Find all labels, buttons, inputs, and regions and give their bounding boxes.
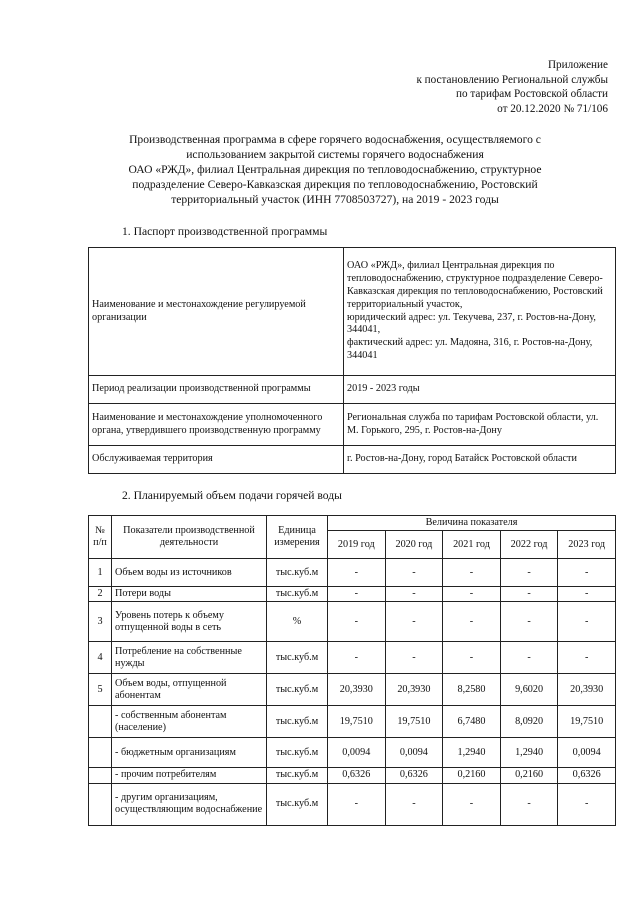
cell-num <box>89 738 112 768</box>
cell-value: - <box>558 783 616 825</box>
table-row <box>89 738 616 768</box>
header-indicator: Показатели производственной деятельности <box>112 516 267 559</box>
cell-value: - <box>443 602 501 642</box>
cell-value: 0,0094 <box>558 738 616 768</box>
cell-indicator: - собственным абонентам (население) <box>112 706 267 738</box>
cell-unit: тыс.куб.м <box>267 768 328 783</box>
cell-indicator: Объем воды из источников <box>112 559 267 587</box>
cell-value: - <box>443 559 501 587</box>
cell-num: 4 <box>89 642 112 674</box>
cell-num <box>89 768 112 783</box>
cell-unit: тыс.куб.м <box>267 706 328 738</box>
table-row <box>89 587 616 602</box>
cell-num: 2 <box>89 587 112 602</box>
cell-indicator: Потери воды <box>112 587 267 602</box>
annex-line: Приложение <box>547 59 608 71</box>
cell-value: 20,3930 <box>385 674 443 706</box>
cell-indicator: - бюджетным организациям <box>112 738 267 768</box>
cell-value: - <box>385 559 443 587</box>
table-row <box>89 768 616 783</box>
cell-unit: % <box>267 602 328 642</box>
header-num: № п/п <box>89 516 112 559</box>
table-row <box>89 559 616 587</box>
cell-value: - <box>328 783 386 825</box>
cell-value: 19,7510 <box>558 706 616 738</box>
cell-indicator: Уровень потерь к объему отпущенной воды в сеть <box>112 602 267 642</box>
title-line: ОАО «РЖД», филиал Центральная дирекция по тепловодоснабжению, структурное <box>128 163 542 176</box>
passport-value <box>344 248 616 376</box>
cell-value: - <box>328 602 386 642</box>
header-value: Величина показателя <box>328 516 616 531</box>
cell-value: - <box>558 559 616 587</box>
table-row <box>89 674 616 706</box>
table-row <box>89 404 616 446</box>
cell-value: 9,6020 <box>500 674 558 706</box>
header-unit: Единица измерения <box>267 516 328 559</box>
cell-unit: тыс.куб.м <box>267 738 328 768</box>
cell-value: - <box>500 602 558 642</box>
passport-value: 2019 - 2023 годы <box>344 376 616 404</box>
title-line: подразделение Северо-Кавказская дирекция по тепловодоснабжению, Ростовский <box>132 178 538 191</box>
cell-value: 20,3930 <box>328 674 386 706</box>
cell-num: 3 <box>89 602 112 642</box>
cell-value: 8,2580 <box>443 674 501 706</box>
cell-num <box>89 783 112 825</box>
table-row <box>89 248 616 376</box>
cell-num <box>89 706 112 738</box>
cell-value: 0,6326 <box>328 768 386 783</box>
cell-unit: тыс.куб.м <box>267 587 328 602</box>
cell-unit: тыс.куб.м <box>267 559 328 587</box>
passport-key: Наименование и местонахождение регулируемой организации <box>89 248 344 376</box>
cell-value: - <box>328 559 386 587</box>
title-line: использованием закрытой системы горячего водоснабжения <box>186 148 484 161</box>
cell-value: 1,2940 <box>443 738 501 768</box>
section-heading-volume: 2. Планируемый объем подачи горячей воды <box>122 489 342 502</box>
cell-value: 19,7510 <box>328 706 386 738</box>
cell-value: 0,6326 <box>385 768 443 783</box>
passport-key: Наименование и местонахождение уполномоченного органа, утвердившего производственную программу <box>89 404 344 446</box>
cell-value: 0,0094 <box>385 738 443 768</box>
cell-value: 1,2940 <box>500 738 558 768</box>
header-year: 2022 год <box>500 531 558 559</box>
cell-value: - <box>385 642 443 674</box>
cell-value: 6,7480 <box>443 706 501 738</box>
passport-value: г. Ростов-на-Дону, город Батайск Ростовской области <box>344 446 616 474</box>
table-header-row <box>89 516 616 531</box>
cell-value: 0,6326 <box>558 768 616 783</box>
annex-header <box>416 58 608 116</box>
cell-unit: тыс.куб.м <box>267 674 328 706</box>
cell-value: 0,2160 <box>443 768 501 783</box>
passport-value-text: ОАО «РЖД», филиал Центральная дирекция по тепловодоснабжению, структурное подразделение Северо-Кавказская дирекция по тепловодоснабжению, Ростовский территориальный участок, <box>347 260 603 310</box>
cell-value: 0,2160 <box>500 768 558 783</box>
passport-value: Региональная служба по тарифам Ростовской области, ул. М. Горького, 295, г. Ростов-на-Дону <box>344 404 616 446</box>
cell-value: - <box>500 587 558 602</box>
cell-value: 0,0094 <box>328 738 386 768</box>
table-row <box>89 376 616 404</box>
annex-line: от 20.12.2020 № 71/106 <box>497 102 608 115</box>
cell-value: - <box>500 783 558 825</box>
cell-indicator: - другим организациям, осуществляющим водоснабжение <box>112 783 267 825</box>
cell-value: 20,3930 <box>558 674 616 706</box>
cell-value: - <box>443 783 501 825</box>
cell-value: - <box>328 642 386 674</box>
passport-table <box>88 247 616 474</box>
cell-value: - <box>500 559 558 587</box>
cell-value: - <box>558 642 616 674</box>
header-year: 2019 год <box>328 531 386 559</box>
table-row <box>89 706 616 738</box>
cell-unit: тыс.куб.м <box>267 642 328 674</box>
cell-value: - <box>385 602 443 642</box>
cell-value: - <box>328 587 386 602</box>
table-row <box>89 602 616 642</box>
header-year: 2020 год <box>385 531 443 559</box>
title-line: территориальный участок (ИНН 7708503727), на 2019 - 2023 годы <box>171 193 499 206</box>
header-year: 2021 год <box>443 531 501 559</box>
passport-key: Период реализации производственной программы <box>89 376 344 404</box>
cell-value: - <box>500 642 558 674</box>
table-row <box>89 642 616 674</box>
table-row <box>89 446 616 474</box>
annex-line: по тарифам Ростовской области <box>456 88 608 100</box>
cell-indicator: Потребление на собственные нужды <box>112 642 267 674</box>
cell-value: - <box>385 587 443 602</box>
table-row <box>89 783 616 825</box>
cell-value: - <box>558 587 616 602</box>
cell-value: - <box>443 642 501 674</box>
cell-value: - <box>385 783 443 825</box>
title-line: Производственная программа в сфере горячего водоснабжения, осуществляемого с <box>129 133 541 146</box>
passport-key: Обслуживаемая территория <box>89 446 344 474</box>
cell-indicator: - прочим потребителям <box>112 768 267 783</box>
cell-num: 5 <box>89 674 112 706</box>
passport-value-text: фактический адрес: ул. Мадояна, 316, г. Ростов-на-Дону, 344041 <box>347 337 593 361</box>
cell-value: - <box>443 587 501 602</box>
cell-unit: тыс.куб.м <box>267 783 328 825</box>
section-heading-passport: 1. Паспорт производственной программы <box>122 225 328 238</box>
passport-value-text: юридический адрес: ул. Текучева, 237, г. Ростов-на-Дону, 344041, <box>347 311 596 336</box>
header-year: 2023 год <box>558 531 616 559</box>
cell-indicator: Объем воды, отпущенной абонентам <box>112 674 267 706</box>
cell-value: 19,7510 <box>385 706 443 738</box>
document-title <box>90 132 580 207</box>
annex-line: к постановлению Региональной службы <box>416 73 608 86</box>
cell-value: - <box>558 602 616 642</box>
cell-num: 1 <box>89 559 112 587</box>
cell-value: 8,0920 <box>500 706 558 738</box>
volume-table <box>88 515 616 826</box>
